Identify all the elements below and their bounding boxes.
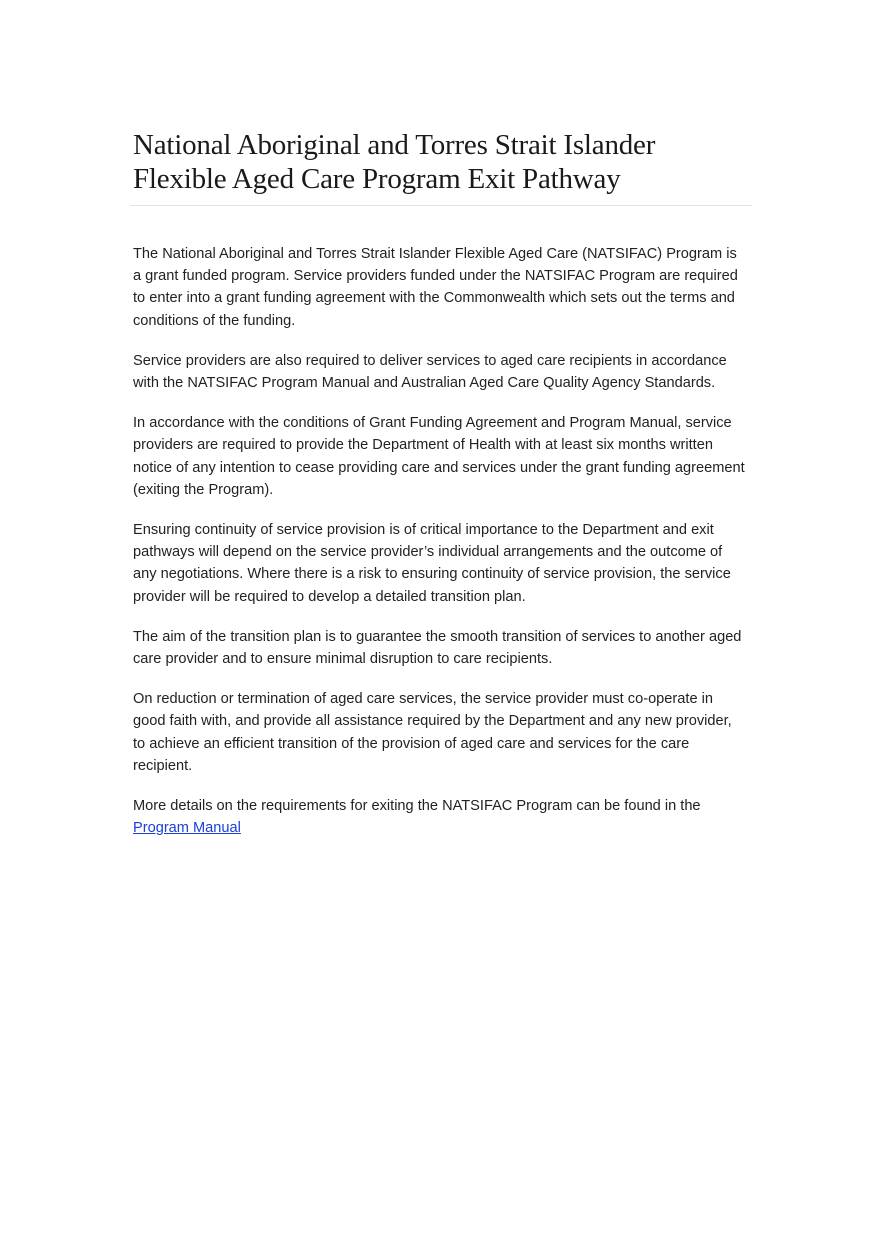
page-title-line-1: National Aboriginal and Torres Strait Islander (133, 129, 656, 161)
more-details-text: More details on the requirements for exiting the NATSIFAC Program can be found in the (133, 798, 701, 815)
paragraph-standards: Service providers are also required to deliver services to aged care recipients in accordance with the NATSIFAC Program Manual and Australian Aged Care Quality Agency Standards. (133, 352, 727, 392)
paragraph-continuity: Ensuring continuity of service provision is of critical importance to the Department and exit pathways will depend on the service provider’s individual arrangements and the outcome of any negotiations. Where there is a risk to ensuring continuity of service provision, the service provider will be required to develop a detailed transition plan. (133, 522, 731, 605)
page-title (133, 128, 753, 196)
program-manual-link[interactable]: Program Manual (133, 820, 241, 837)
paragraph-notice: In accordance with the conditions of Grant Funding Agreement and Program Manual, service providers are required to provide the Department of Health with at least six months written notice of any intention to cease providing care and services under the grant funding agreement (exiting the Program). (133, 415, 745, 498)
document-content (133, 128, 753, 837)
paragraph-more-details (133, 795, 745, 839)
paragraph-cooperation: On reduction or termination of aged care services, the service provider must co-operate in good faith with, and provide all assistance required by the Department and any new provider, to achieve an efficient transition of the provision of aged care and services for the care recipient. (133, 691, 732, 774)
page-title-line-2: Flexible Aged Care Program Exit Pathway (133, 163, 621, 195)
paragraph-transition-plan: The aim of the transition plan is to guarantee the smooth transition of services to another aged care provider and to ensure minimal disruption to care recipients. (133, 628, 742, 668)
title-divider (130, 205, 752, 206)
document-body (133, 243, 745, 857)
paragraph-intro: The National Aboriginal and Torres Strait Islander Flexible Aged Care (NATSIFAC) Program is a grant funded program. Service providers funded under the NATSIFAC Program are required to enter into a grant funding agreement with the Commonwealth which sets out the terms and conditions of the funding. (133, 246, 738, 329)
